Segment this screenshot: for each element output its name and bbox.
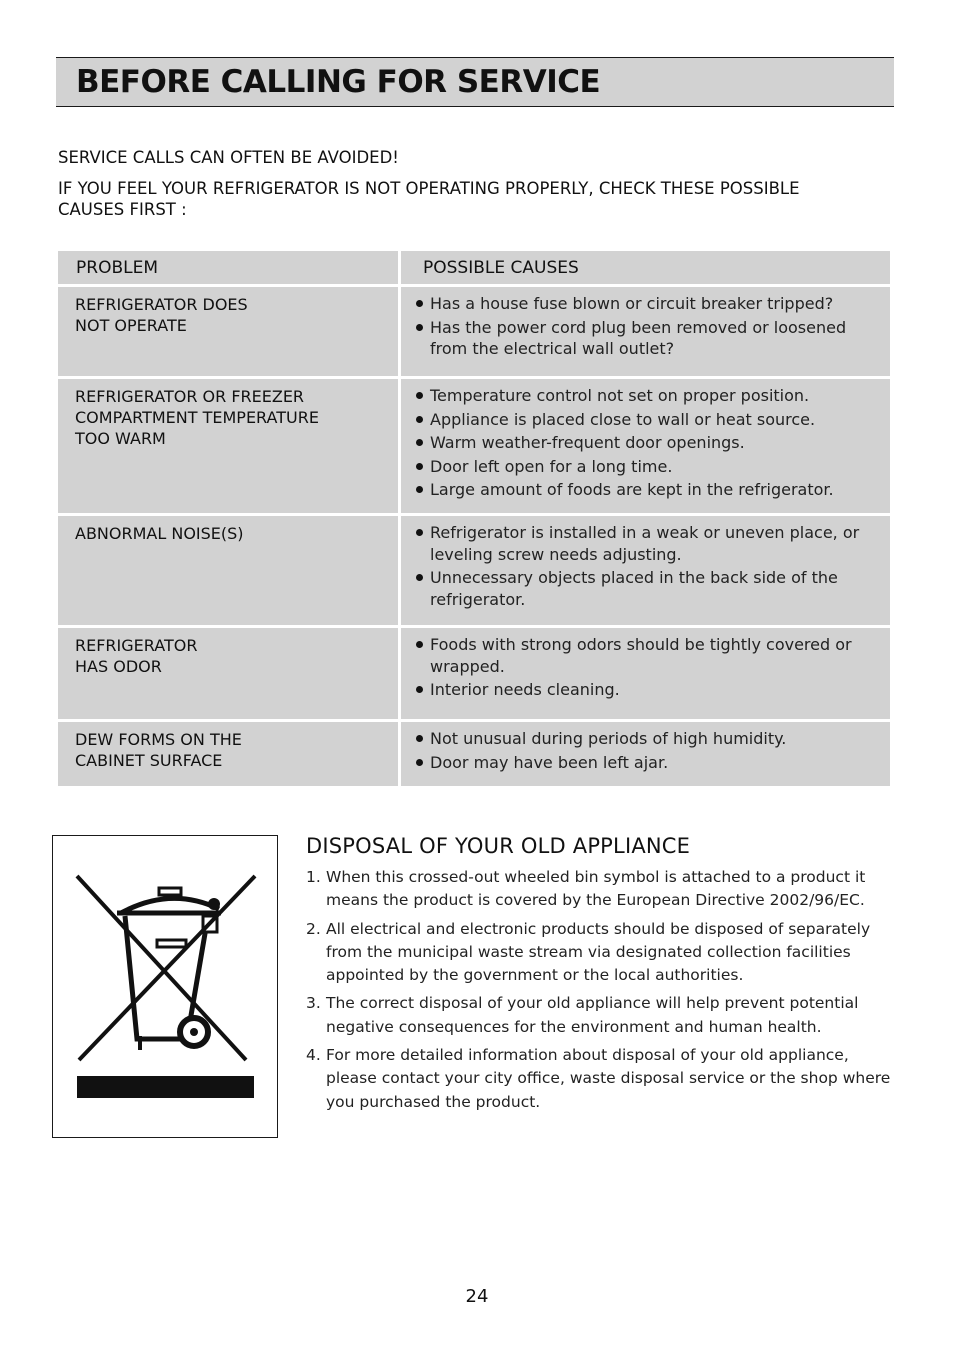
disposal-title: DISPOSAL OF YOUR OLD APPLIANCE xyxy=(306,834,691,858)
table-row xyxy=(57,286,892,378)
intro-text xyxy=(58,147,858,230)
disposal-item: 3. The correct disposal of your old appliance will help prevent potential negative consequences for the environment and human health. xyxy=(306,994,859,1036)
table-row xyxy=(57,378,892,515)
cause-item: Warm weather-frequent door openings. xyxy=(413,432,876,454)
causes-cell xyxy=(400,286,892,378)
table-row xyxy=(57,721,892,788)
cause-item: Refrigerator is installed in a weak or uneven place, or leveling screw needs adjusting. xyxy=(413,522,876,565)
problem-cell: REFRIGERATOR OR FREEZER COMPARTMENT TEMPERATURE TOO WARM xyxy=(57,378,400,515)
causes-list xyxy=(413,385,876,501)
table-header-row xyxy=(57,250,892,286)
cause-item: Foods with strong odors should be tightly covered or wrapped. xyxy=(413,634,876,677)
disposal-item: 1. When this crossed-out wheeled bin symbol is attached to a product it means the product is covered by the European Directive 2002/96/EC. xyxy=(306,868,866,910)
problem-cell: REFRIGERATOR HAS ODOR xyxy=(57,627,400,721)
column-header-causes: POSSIBLE CAUSES xyxy=(400,250,892,286)
cause-item: Temperature control not set on proper position. xyxy=(413,385,876,407)
problem-cell: DEW FORMS ON THE CABINET SURFACE xyxy=(57,721,400,788)
cause-item: Appliance is placed close to wall or heat source. xyxy=(413,409,876,431)
page-title: BEFORE CALLING FOR SERVICE xyxy=(76,64,601,100)
crossed-out-wheeled-bin-icon xyxy=(53,836,279,1139)
disposal-item: 2. All electrical and electronic products should be disposed of separately from the municipal waste stream via designated collection facilities appointed by the government or the local authorities. xyxy=(306,919,871,985)
page-number: 24 xyxy=(465,1286,489,1307)
cause-item: Large amount of foods are kept in the refrigerator. xyxy=(413,479,876,501)
cause-item: Door may have been left ajar. xyxy=(413,752,876,774)
disposal-item: 4. For more detailed information about disposal of your old appliance, please contact your city office, waste disposal service or the shop where you purchased the product. xyxy=(306,1046,891,1111)
cause-item: Door left open for a long time. xyxy=(413,456,876,478)
causes-list xyxy=(413,293,876,360)
cause-item: Has a house fuse blown or circuit breaker tripped? xyxy=(413,293,876,315)
column-header-problem: PROBLEM xyxy=(57,250,400,286)
problem-cell: ABNORMAL NOISE(S) xyxy=(57,515,400,627)
cause-item: Not unusual during periods of high humidity. xyxy=(413,728,876,750)
causes-list xyxy=(413,522,876,610)
cause-item: Interior needs cleaning. xyxy=(413,679,876,701)
weee-symbol-box xyxy=(52,835,278,1138)
cause-item: Unnecessary objects placed in the back side of the refrigerator. xyxy=(413,567,876,610)
causes-cell xyxy=(400,378,892,515)
causes-list xyxy=(413,728,876,773)
cause-item: Has the power cord plug been removed or loosened from the electrical wall outlet? xyxy=(413,317,876,360)
table-row xyxy=(57,515,892,627)
disposal-section xyxy=(306,834,896,1119)
causes-cell xyxy=(400,627,892,721)
causes-list xyxy=(413,634,876,701)
page-title-bar xyxy=(56,57,894,107)
intro-line-1: SERVICE CALLS CAN OFTEN BE AVOIDED! xyxy=(58,148,399,167)
causes-cell xyxy=(400,721,892,788)
problem-cell: REFRIGERATOR DOES NOT OPERATE xyxy=(57,286,400,378)
causes-cell xyxy=(400,515,892,627)
table-row xyxy=(57,627,892,721)
disposal-list xyxy=(306,866,896,1114)
intro-line-2: IF YOU FEEL YOUR REFRIGERATOR IS NOT OPERATING PROPERLY, CHECK THESE POSSIBLE CAUSES FIRST : xyxy=(58,179,800,219)
troubleshooting-table xyxy=(55,248,893,789)
